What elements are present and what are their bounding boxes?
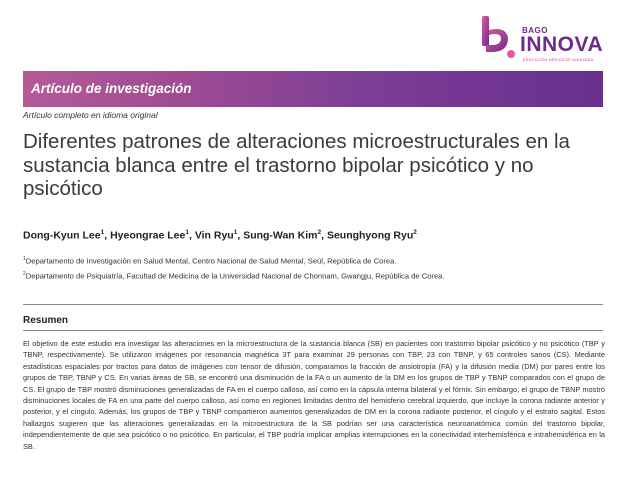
author-name: Vin Ryu xyxy=(194,229,234,242)
abstract-body: El objetivo de este estudio era investigar las alteraciones en la microestructura de la sustancia blanca (SB) en pacientes con trastorno bipolar psicótico y no psicótico (TBP y TBNP, respectivamente). Se utilizaron imágenes por resonancia magnética 3T para examinar 29 personas con TBP, 23 con TBNP, y 65 controles sanos (CS). Mediante estadísticas espaciales por tractos para datos de imágenes con tensor de difusión, comparamos la fracción de ansiotropía (FA) y la difusión media (DM) por pares entre los grupos de TBP, TBNP y CS. En varias áreas de SB, se encontró una disminución de la FA o un aumento de la DM en los grupos de TBP y TBNP comparados con el grupo de CS. El grupo de TBP mostró disminuciones generalizadas de FA en el cuerpo calloso, así como en la cápsula interna bilateral y el fórnix. Sin embargo, el grupo de TBNP mostró disminuciones locales de FA en una parte del cuerpo calloso, así como en regiones limitadas dentro del hemisferio cerebral izquierdo, que incluye la corona radiante anterior y posterior, y el cíngulo. Además, los grupos de TBP y TBNP compartieron aumentos generalizados de DM en la corona radiante posterior, el cíngulo y el estrato sagital. Estos hallazgos sugieren que las alteraciones generalizadas en la microestructura de la SB podrían ser una característica neuroanatómica común del trastorno bipolar, independientemente de que sea psicótico o no psicótico. En particular, el TBP podría implicar amplias interrupciones en la conectividad interhemisférica e intrahemisférica en la SB. xyxy=(23,339,605,451)
bago-innova-logo xyxy=(478,14,606,64)
language-note: Artículo completo en idioma original xyxy=(23,110,158,120)
affiliation-mark: 2 xyxy=(23,271,26,277)
b-mark-icon xyxy=(478,14,522,64)
logo-name: INNOVA xyxy=(520,33,604,56)
section-divider-top xyxy=(23,304,603,305)
author-affil-mark: 1 xyxy=(185,229,189,236)
author-name: Dong-Kyun Lee xyxy=(23,229,101,242)
author-name: Hyeongrae Lee xyxy=(110,229,186,242)
logo-brand: BAGO xyxy=(522,26,548,35)
article-type-label: Artículo de investigación xyxy=(31,81,192,96)
article-type-banner xyxy=(23,71,603,107)
author-name: Sung-Wan Kim xyxy=(243,229,318,242)
affiliation-1 xyxy=(23,256,396,266)
abstract-heading: Resumen xyxy=(23,315,69,326)
affiliation-text: Departamento de Investigación en Salud Mental, Centro Nacional de Salud Mental, Seúl, República de Corea. xyxy=(25,256,397,266)
author-affil-mark: 1 xyxy=(233,229,238,236)
article-title: Diferentes patrones de alteraciones microestructurales en la sustancia blanca entre el trastorno bipolar psicótico y no psicótico xyxy=(23,130,570,200)
author-affil-mark: 1 xyxy=(100,229,105,236)
logo-tagline: EDUCACIÓN MÉDICA DE AVANZADA xyxy=(523,58,594,62)
author-name: Seunghyong Ryu xyxy=(326,229,414,242)
author-affil-mark: 2 xyxy=(413,229,417,236)
affiliation-text: Departamento de Psiquiatría, Facultad de Medicina de la Universidad Nacional de Chonnam, Gwangju, República de Corea. xyxy=(25,271,445,281)
author-affil-mark: 2 xyxy=(317,229,322,236)
affiliation-mark: 1 xyxy=(23,256,26,262)
section-divider-heading xyxy=(23,330,603,331)
affiliation-2 xyxy=(23,271,445,281)
author-list: Dong-Kyun Lee$^1$, Hyeongrae Lee$^1$, Vin Ryu$^1$, Sung-Wan Kim$^2$, Seunghyong Ryu$^2$ xyxy=(23,229,417,242)
